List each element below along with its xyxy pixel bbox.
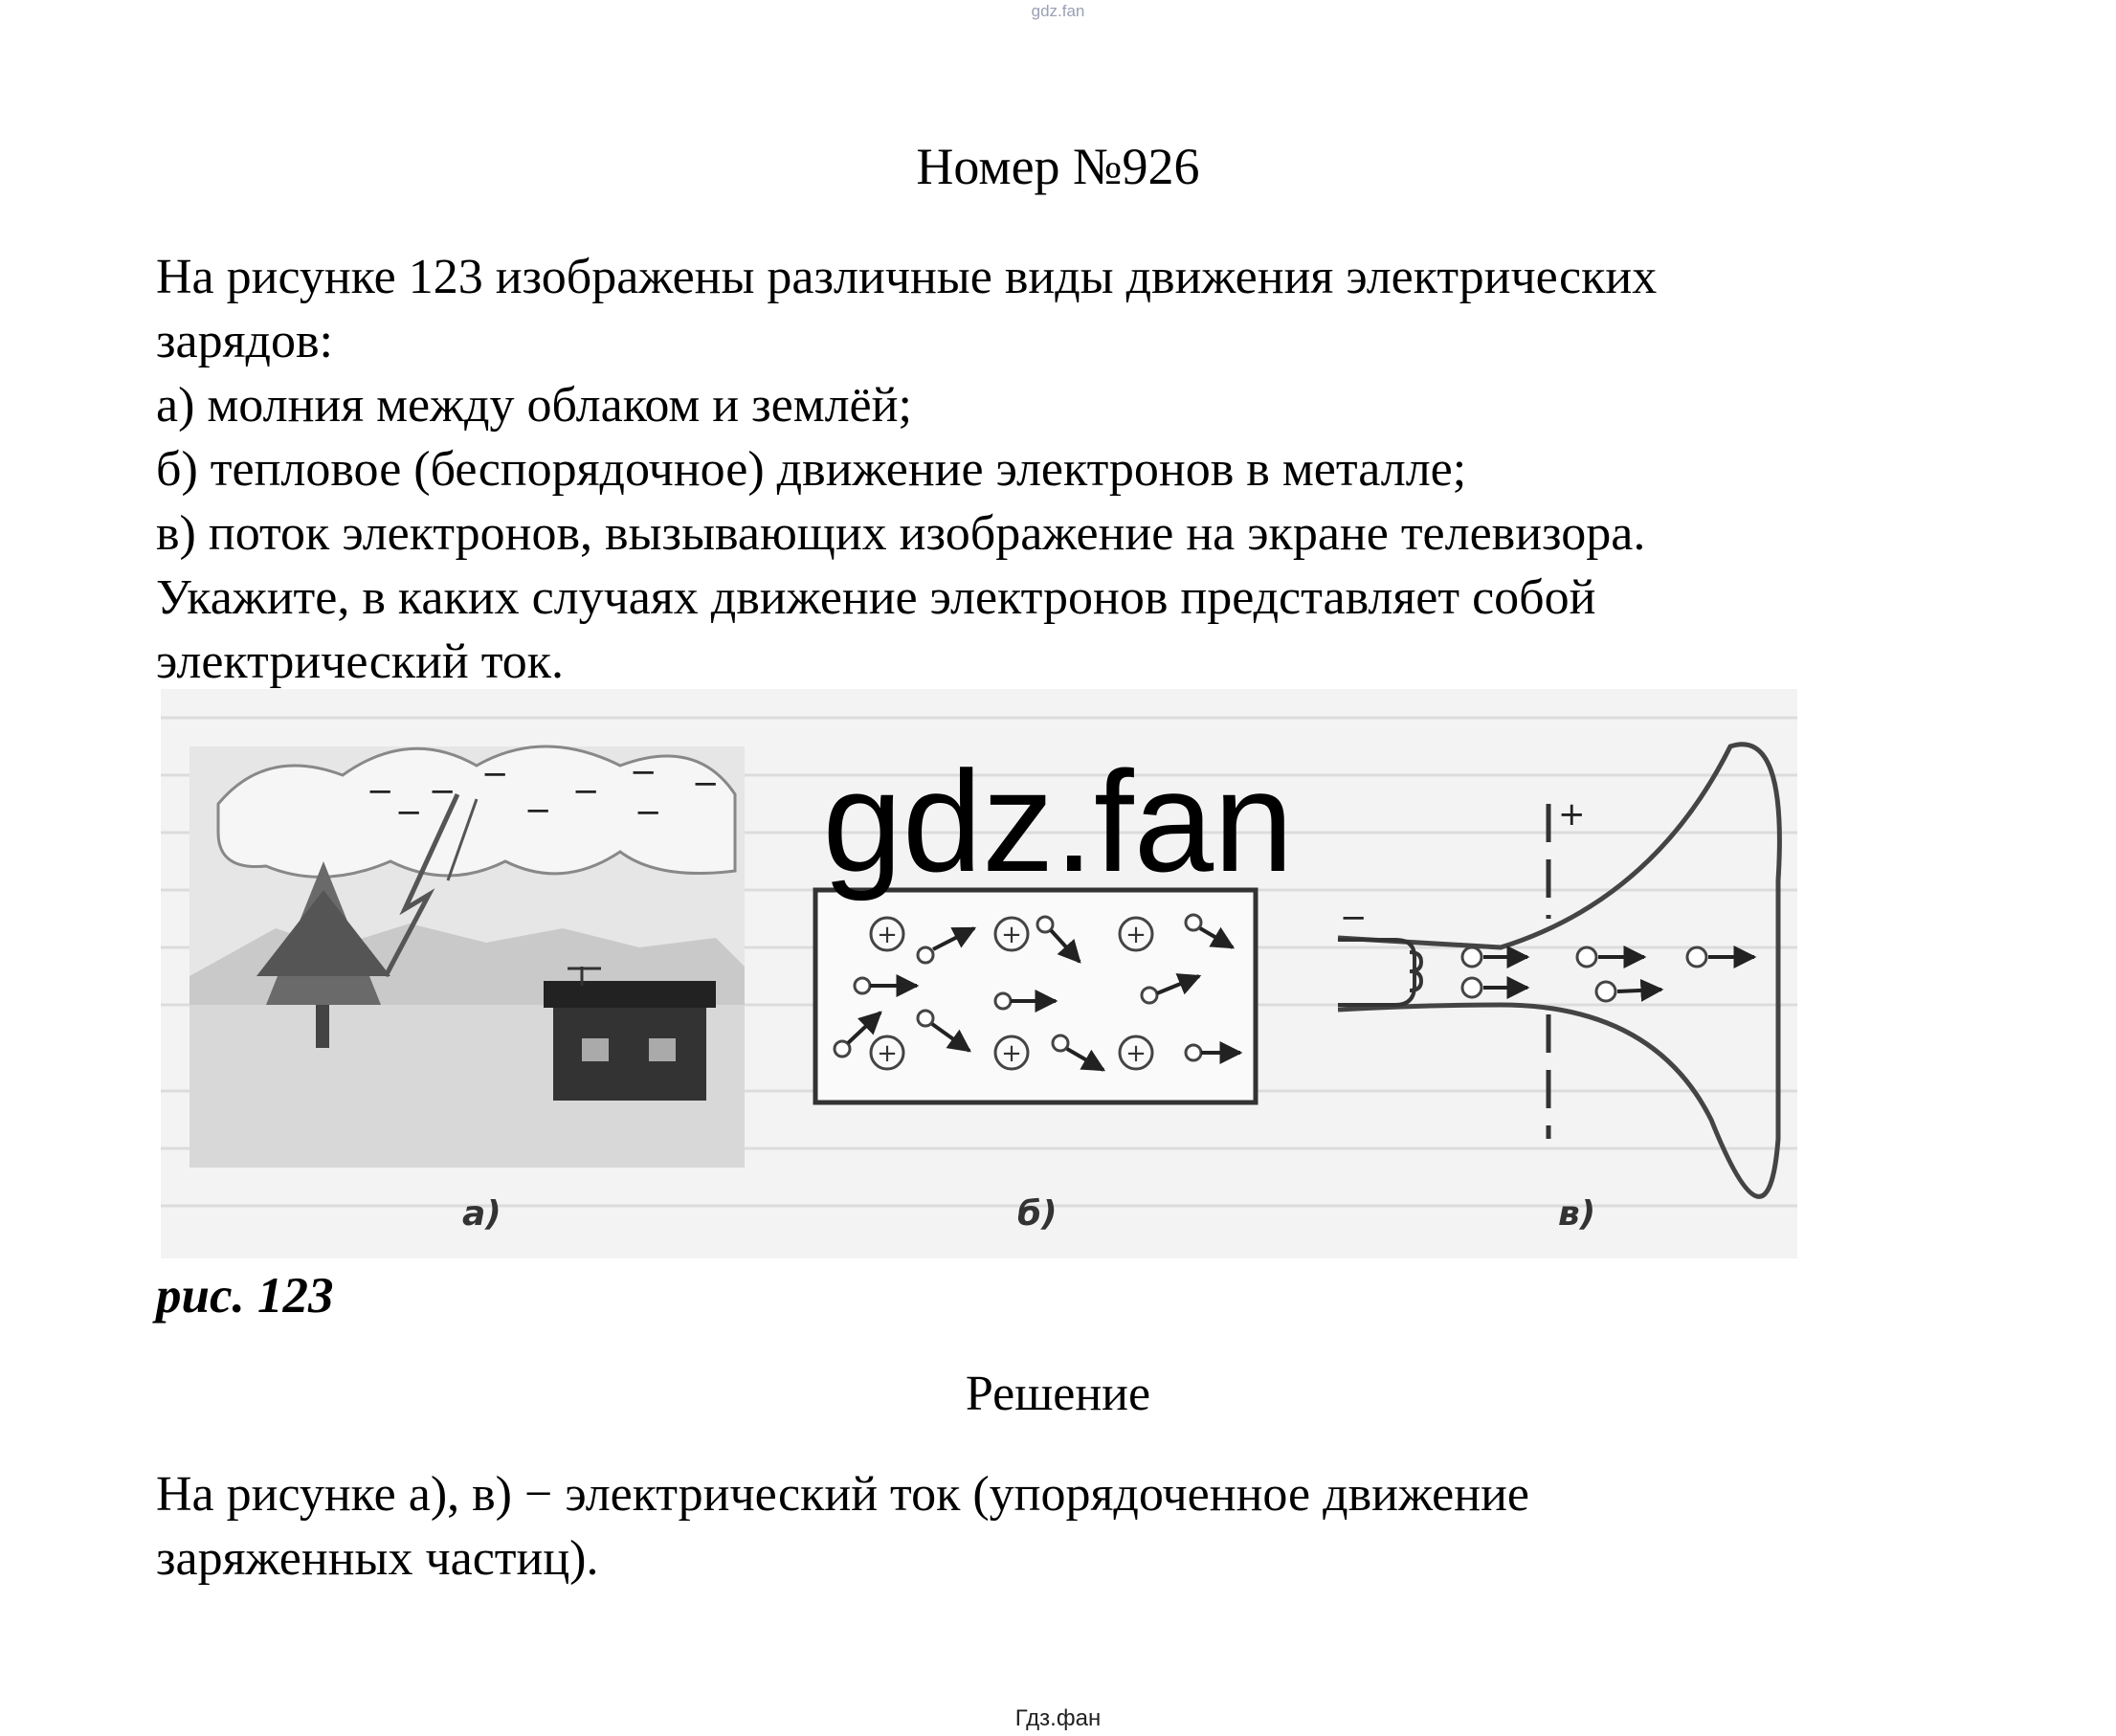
- solution-line: На рисунке а), в) − электрический ток (упорядоченное движение: [156, 1467, 1530, 1522]
- charge-minus: −: [635, 793, 662, 832]
- ion-plus: +: [1125, 1039, 1147, 1068]
- task-line: в) поток электронов, вызывающих изображение на экране телевизора.: [156, 506, 1646, 561]
- watermark: gdz.fan: [822, 741, 1294, 901]
- solution-line: заряженных частиц).: [156, 1531, 599, 1586]
- label-b: б): [1017, 1194, 1058, 1234]
- footer-mark: Гдз.фан: [1014, 1705, 1102, 1731]
- charge-minus: −: [630, 753, 657, 791]
- anode-plus: +: [1558, 795, 1586, 834]
- task-line: Укажите, в каких случаях движение электронов представляет собой: [156, 570, 1596, 625]
- label-a: а): [462, 1194, 501, 1234]
- charge-minus: −: [395, 793, 423, 832]
- charge-minus: −: [481, 755, 509, 793]
- ion-plus: +: [1125, 921, 1147, 949]
- label-c: в): [1558, 1194, 1596, 1234]
- task-line: б) тепловое (беспорядочное) движение электронов в металле;: [156, 442, 1467, 497]
- site-mark: gdz.fan: [1031, 2, 1085, 20]
- task-line: а) молния между облаком и землёй;: [156, 378, 912, 433]
- charge-minus: −: [524, 791, 552, 830]
- solution-text: [156, 1462, 2051, 1591]
- task-text: [156, 245, 2051, 694]
- charge-minus: −: [692, 765, 720, 803]
- ion-plus: +: [877, 921, 898, 949]
- ion-plus: +: [1001, 921, 1022, 949]
- panel-b-metal: [815, 890, 1256, 1102]
- task-line: На рисунке 123 изображены различные виды движения электрических: [156, 250, 1658, 304]
- task-title: Номер №926: [916, 138, 1200, 195]
- cathode-minus: −: [1340, 899, 1368, 937]
- charge-minus: −: [572, 772, 600, 811]
- charge-minus: −: [367, 772, 394, 811]
- figure-caption: рис. 123: [156, 1268, 334, 1324]
- task-line: зарядов:: [156, 314, 333, 368]
- task-line: электрический ток.: [156, 634, 565, 689]
- charge-minus: −: [429, 772, 457, 811]
- ion-plus: +: [877, 1039, 898, 1068]
- solution-title: Решение: [965, 1367, 1151, 1421]
- ion-plus: +: [1001, 1039, 1022, 1068]
